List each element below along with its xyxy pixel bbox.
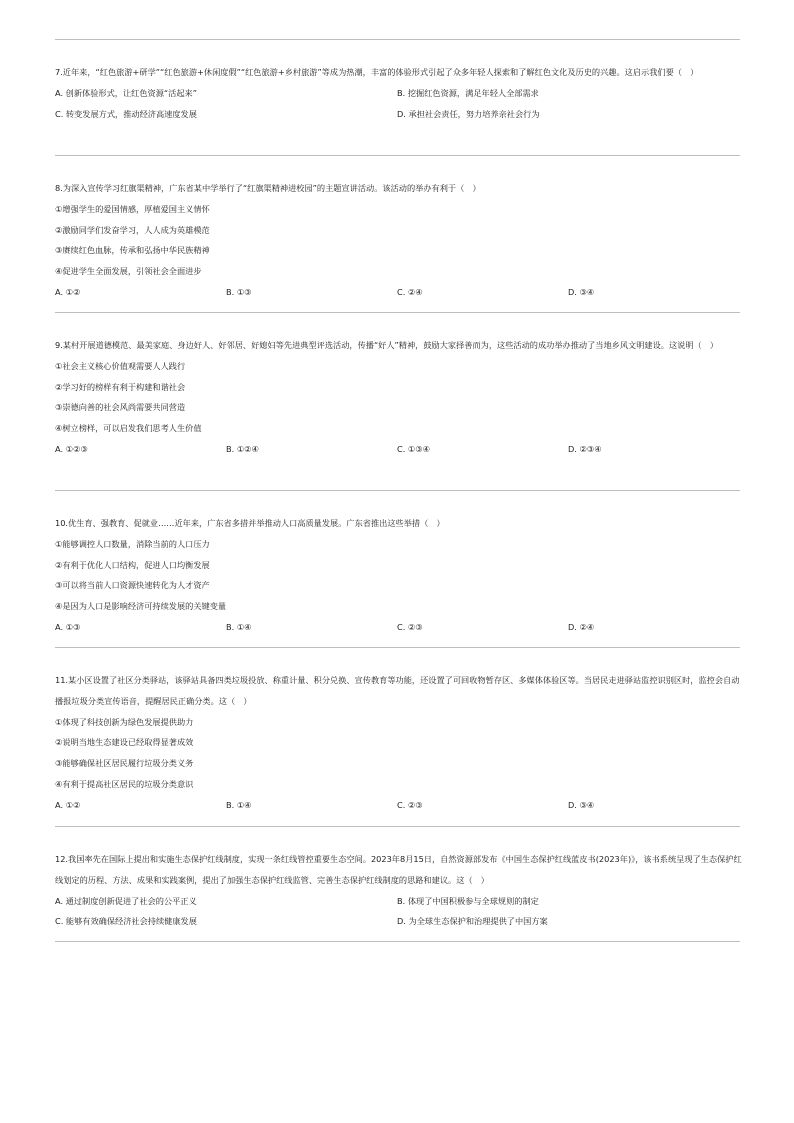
- question-11: [55, 670, 745, 816]
- option-b: B. ①④: [226, 621, 252, 632]
- option-c: C. ②③: [397, 621, 423, 632]
- statement-3: ③可以将当前人口资源快速转化为人才资产: [55, 580, 210, 591]
- options: [55, 617, 745, 638]
- option-b: B. ①④: [226, 799, 252, 810]
- statement-2: ②激励同学们发奋学习，人人成为英雄模范: [55, 224, 210, 235]
- statement-3: ③崇德向善的社会风尚需要共同营造: [55, 402, 186, 413]
- statement-1: ①社会主义核心价值观需要人人践行: [55, 360, 186, 371]
- option-d: D. ②③④: [568, 443, 602, 454]
- option-a: A. 创新体验形式，让红色资源“活起来”: [55, 87, 197, 98]
- option-b: B. ①②④: [226, 443, 259, 454]
- option-c: C. ②④: [397, 286, 423, 297]
- option-c: C. 能够有效确保经济社会持续健康发展: [55, 916, 197, 927]
- divider: [55, 155, 740, 156]
- option-c: C. ①③④: [397, 443, 430, 454]
- question-stem: 8.为深入宣传学习红旗渠精神，广东省某中学举行了“红旗渠精神进校园”的主题宣讲活动。该活动的举办有利于（ ）: [55, 183, 481, 193]
- divider: [55, 490, 740, 491]
- option-a: A. 通过制度创新促进了社会的公平正义: [55, 895, 197, 906]
- option-b: B. 挖掘红色资源，满足年轻人全部需求: [397, 87, 539, 98]
- statement-4: ④是因为人口是影响经济可持续发展的关键变量: [55, 601, 227, 612]
- statement-4: ④促进学生全面发展，引领社会全面进步: [55, 266, 202, 277]
- statement-4: ④树立榜样，可以启发我们思考人生价值: [55, 423, 202, 434]
- option-a: A. ①③: [55, 621, 81, 632]
- option-a: A. ①②③: [55, 443, 88, 454]
- question-7: [55, 62, 745, 124]
- option-d: D. 为全球生态保护和治理提供了中国方案: [397, 916, 548, 927]
- question-9: [55, 335, 745, 460]
- question-stem: 11.某小区设置了社区分类驿站，该驿站具备四类垃圾投放、称重计量、积分兑换、宣传教育等功能，还设置了可回收物暂存区、多媒体体验区等。当居民走进驿站监控识别区时，监控会自动播报垃圾分类宣传语音，提醒居民正确分类。这（ ）: [55, 675, 740, 706]
- divider: [55, 941, 740, 942]
- question-8: [55, 178, 745, 303]
- option-a: A. ①②: [55, 286, 81, 297]
- option-c: C. 转变发展方式，推动经济高速度发展: [55, 108, 197, 119]
- statement-3: ③能够确保社区居民履行垃圾分类义务: [55, 758, 194, 769]
- option-d: D. ③④: [568, 286, 595, 297]
- statement-1: ①能够调控人口数量，消除当前的人口压力: [55, 538, 210, 549]
- options: [55, 795, 745, 816]
- options: [55, 439, 745, 460]
- options: [55, 891, 745, 933]
- option-b: B. 体现了中国积极参与全球规则的制定: [397, 895, 539, 906]
- question-10: [55, 513, 745, 638]
- question-stem: 7.近年来，“红色旅游+研学”“红色旅游+休闲度假”“红色旅游+乡村旅游”等成为热潮，丰富的体验形式引起了众多年轻人探索和了解红色文化及历史的兴趣。这启示我们要（ ）: [55, 67, 699, 77]
- divider: [55, 39, 740, 40]
- option-d: D. ②④: [568, 621, 595, 632]
- options: [55, 282, 745, 303]
- option-b: B. ①③: [226, 286, 252, 297]
- statement-3: ③赓续红色血脉，传承和弘扬中华民族精神: [55, 245, 210, 256]
- statement-2: ②说明当地生态建设已经取得显著成效: [55, 737, 194, 748]
- option-d: D. ③④: [568, 799, 595, 810]
- statement-4: ④有利于提高社区居民的垃圾分类意识: [55, 778, 194, 789]
- statement-2: ②学习好的榜样有利于构建和谐社会: [55, 381, 186, 392]
- option-a: A. ①②: [55, 799, 81, 810]
- question-stem: 10.优生育、强教育、促就业……近年来，广东省多措并举推动人口高质量发展。广东省推出这些举措（ ）: [55, 518, 445, 528]
- option-d: D. 承担社会责任，努力培养亲社会行为: [397, 108, 540, 119]
- question-12: [55, 849, 745, 932]
- option-c: C. ②③: [397, 799, 423, 810]
- divider: [55, 312, 740, 313]
- statement-1: ①增强学生的爱国情感，厚植爱国主义情怀: [55, 203, 210, 214]
- divider: [55, 647, 740, 648]
- statement-1: ①体现了科技创新为绿色发展提供助力: [55, 716, 194, 727]
- question-stem: 9.某村开展道德模范、最美家庭、身边好人、好邻居、好媳妇等先进典型评选活动，传播“好人”精神，鼓励大家择善而为，这些活动的成功举办推动了当地乡风文明建设。这说明（ ）: [55, 340, 719, 350]
- options: [55, 83, 745, 125]
- statement-2: ②有利于优化人口结构，促进人口均衡发展: [55, 559, 210, 570]
- question-stem: 12.我国率先在国际上提出和实施生态保护红线制度，实现一条红线管控重要生态空间。2023年8月15日，自然资源部发布《中国生态保护红线蓝皮书(2023年)》，该书系统呈现了生态保护红线划定的历程、方法、成果和实践案例，提出了加强生态保护红线监管、完善生态保护红线制度的思路和建议。这（ ）: [55, 854, 742, 885]
- divider: [55, 826, 740, 827]
